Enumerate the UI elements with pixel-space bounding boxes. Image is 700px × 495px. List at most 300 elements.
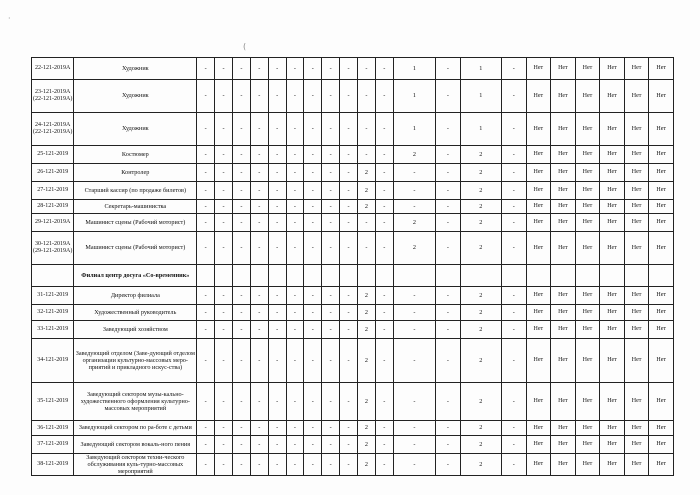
result-cell: Нет <box>600 454 625 476</box>
class-value-cell: 1 <box>460 58 501 80</box>
class-value-cell: - <box>322 454 340 476</box>
table-row <box>32 200 674 214</box>
result-cell: Нет <box>551 305 576 321</box>
result-cell: Нет <box>649 232 674 265</box>
class-value-cell: - <box>250 164 268 182</box>
class-value-cell: - <box>268 58 286 80</box>
result-cell: Нет <box>624 146 649 164</box>
position-name-cell: Старший кассир (по продаже билетов) <box>74 182 197 200</box>
class-value-cell: - <box>436 146 461 164</box>
class-value-cell <box>197 265 215 287</box>
class-value-cell: 2 <box>357 182 375 200</box>
class-value-cell: - <box>215 113 233 146</box>
class-value-cell: - <box>340 164 358 182</box>
class-value-cell: - <box>375 287 393 305</box>
class-value-cell: - <box>215 305 233 321</box>
class-value-cell: - <box>357 80 375 113</box>
result-cell: Нет <box>649 287 674 305</box>
class-value-cell: 2 <box>460 454 501 476</box>
position-name-cell: Заведующий сектором вокаль-ного пения <box>74 436 197 454</box>
class-value-cell: 2 <box>460 214 501 232</box>
class-value-cell: - <box>215 287 233 305</box>
class-value-cell: - <box>250 113 268 146</box>
workplace-code-cell: 25-121-2019 <box>32 146 74 164</box>
result-cell: Нет <box>624 383 649 421</box>
class-value-cell: - <box>436 232 461 265</box>
result-cell: Нет <box>526 80 551 113</box>
class-value-cell: 2 <box>460 200 501 214</box>
position-name-cell: Филиал центр досуга «Со-временник» <box>74 265 197 287</box>
class-value-cell: - <box>197 454 215 476</box>
class-value-cell: - <box>340 214 358 232</box>
class-value-cell: - <box>215 146 233 164</box>
result-cell: Нет <box>551 287 576 305</box>
class-value-cell: - <box>286 305 304 321</box>
class-value-cell: - <box>436 383 461 421</box>
class-value-cell: 2 <box>357 305 375 321</box>
table-row <box>32 454 674 476</box>
class-value-cell: - <box>215 421 233 436</box>
class-value-cell: - <box>501 321 526 339</box>
result-cell: Нет <box>649 436 674 454</box>
class-value-cell: - <box>436 339 461 383</box>
class-value-cell: - <box>322 287 340 305</box>
result-cell: Нет <box>575 214 600 232</box>
class-value-cell: 2 <box>393 146 435 164</box>
result-cell: Нет <box>526 454 551 476</box>
workplace-code-cell: 35-121-2019 <box>32 383 74 421</box>
result-cell: Нет <box>575 383 600 421</box>
table-row <box>32 287 674 305</box>
class-value-cell: - <box>436 214 461 232</box>
result-cell: Нет <box>600 182 625 200</box>
class-value-cell: - <box>197 305 215 321</box>
result-cell: Нет <box>624 436 649 454</box>
class-value-cell: - <box>501 305 526 321</box>
class-value-cell: 2 <box>460 287 501 305</box>
position-name-cell: Заведующий хозяйством <box>74 321 197 339</box>
class-value-cell: - <box>375 305 393 321</box>
class-value-cell: - <box>322 214 340 232</box>
result-cell: Нет <box>624 113 649 146</box>
class-value-cell: - <box>501 232 526 265</box>
table-row <box>32 113 674 146</box>
class-value-cell: - <box>197 80 215 113</box>
class-value-cell: - <box>250 214 268 232</box>
result-cell: Нет <box>575 200 600 214</box>
class-value-cell: 2 <box>460 321 501 339</box>
result-cell: Нет <box>526 287 551 305</box>
class-value-cell: - <box>304 80 322 113</box>
class-value-cell: - <box>375 164 393 182</box>
class-value-cell: - <box>304 164 322 182</box>
class-value-cell: - <box>436 182 461 200</box>
class-value-cell: - <box>232 146 250 164</box>
class-value-cell: - <box>197 339 215 383</box>
class-value-cell <box>357 265 375 287</box>
class-value-cell: - <box>232 383 250 421</box>
class-value-cell: - <box>340 200 358 214</box>
result-cell: Нет <box>575 321 600 339</box>
class-value-cell: 2 <box>460 182 501 200</box>
class-value-cell: - <box>322 383 340 421</box>
class-value-cell: - <box>322 305 340 321</box>
result-cell: Нет <box>600 339 625 383</box>
result-cell: Нет <box>624 232 649 265</box>
workplace-code-cell: 32-121-2019 <box>32 305 74 321</box>
class-value-cell: - <box>340 383 358 421</box>
class-value-cell: - <box>340 182 358 200</box>
class-value-cell: - <box>501 164 526 182</box>
class-value-cell: - <box>375 454 393 476</box>
class-value-cell: - <box>286 80 304 113</box>
class-value-cell: - <box>232 164 250 182</box>
result-cell: Нет <box>551 214 576 232</box>
result-cell: Нет <box>551 146 576 164</box>
class-value-cell: - <box>232 200 250 214</box>
class-value-cell: - <box>268 146 286 164</box>
class-value-cell: - <box>393 339 435 383</box>
table-row <box>32 58 674 80</box>
result-cell: Нет <box>526 232 551 265</box>
class-value-cell: - <box>286 113 304 146</box>
class-value-cell: - <box>393 454 435 476</box>
position-name-cell: Художник <box>74 80 197 113</box>
table-row <box>32 182 674 200</box>
class-value-cell: - <box>304 146 322 164</box>
result-cell: Нет <box>551 113 576 146</box>
class-value-cell: - <box>250 339 268 383</box>
table-row <box>32 164 674 182</box>
class-value-cell: - <box>357 146 375 164</box>
table-row <box>32 383 674 421</box>
result-cell: Нет <box>624 421 649 436</box>
workplace-code-cell: 30-121-2019А (29-121-2019А) <box>32 232 74 265</box>
result-cell: Нет <box>551 383 576 421</box>
class-value-cell: - <box>375 232 393 265</box>
class-value-cell: - <box>501 113 526 146</box>
class-value-cell: - <box>357 232 375 265</box>
result-cell: Нет <box>551 80 576 113</box>
class-value-cell: 2 <box>357 287 375 305</box>
result-cell: Нет <box>600 321 625 339</box>
table-row <box>32 321 674 339</box>
class-value-cell <box>501 265 526 287</box>
position-name-cell: Заведующий сектором музы-кально-художественного оформления культурно-массовых мероприятий <box>74 383 197 421</box>
class-value-cell: - <box>268 214 286 232</box>
class-value-cell: - <box>393 305 435 321</box>
position-name-cell: Художник <box>74 113 197 146</box>
class-value-cell: - <box>501 214 526 232</box>
class-value-cell: - <box>304 421 322 436</box>
result-cell: Нет <box>575 421 600 436</box>
class-value-cell: - <box>304 305 322 321</box>
class-value-cell: - <box>197 214 215 232</box>
result-cell: Нет <box>649 321 674 339</box>
class-value-cell: - <box>232 339 250 383</box>
workplace-code-cell: 37-121-2019 <box>32 436 74 454</box>
result-cell: Нет <box>526 339 551 383</box>
class-value-cell: - <box>357 113 375 146</box>
class-value-cell: - <box>197 436 215 454</box>
class-value-cell: - <box>304 339 322 383</box>
result-cell: Нет <box>551 58 576 80</box>
class-value-cell: - <box>232 58 250 80</box>
result-cell: Нет <box>600 421 625 436</box>
table-row <box>32 339 674 383</box>
class-value-cell: - <box>250 421 268 436</box>
class-value-cell: - <box>197 421 215 436</box>
result-cell: Нет <box>551 421 576 436</box>
class-value-cell: - <box>322 421 340 436</box>
class-value-cell: - <box>340 339 358 383</box>
class-value-cell: - <box>286 321 304 339</box>
class-value-cell: 2 <box>357 164 375 182</box>
class-value-cell: 2 <box>357 339 375 383</box>
workplace-code-cell: 33-121-2019 <box>32 321 74 339</box>
result-cell: Нет <box>575 182 600 200</box>
result-cell: Нет <box>600 146 625 164</box>
class-value-cell <box>215 265 233 287</box>
result-cell: Нет <box>600 214 625 232</box>
result-cell: Нет <box>575 58 600 80</box>
class-value-cell: - <box>286 339 304 383</box>
class-value-cell: - <box>197 200 215 214</box>
class-value-cell: - <box>436 164 461 182</box>
workplace-code-cell: 31-121-2019 <box>32 287 74 305</box>
class-value-cell: - <box>250 287 268 305</box>
class-value-cell: - <box>268 454 286 476</box>
result-cell: Нет <box>624 200 649 214</box>
class-value-cell <box>304 265 322 287</box>
class-value-cell: - <box>501 146 526 164</box>
class-value-cell: - <box>197 182 215 200</box>
result-cell: Нет <box>551 200 576 214</box>
class-value-cell: - <box>393 383 435 421</box>
result-cell <box>526 265 551 287</box>
workplace-code-cell: 36-121-2019 <box>32 421 74 436</box>
class-value-cell: - <box>215 454 233 476</box>
class-value-cell: 2 <box>357 383 375 421</box>
workplace-code-cell: 38-121-2019 <box>32 454 74 476</box>
position-name-cell: Машинист сцены (Рабочий моторист) <box>74 214 197 232</box>
class-value-cell: - <box>268 305 286 321</box>
position-name-cell: Художник <box>74 58 197 80</box>
class-value-cell: - <box>250 200 268 214</box>
class-value-cell: - <box>268 287 286 305</box>
table-row <box>32 214 674 232</box>
class-value-cell: 2 <box>357 200 375 214</box>
class-value-cell: - <box>232 113 250 146</box>
result-cell: Нет <box>600 287 625 305</box>
position-name-cell: Заведующий отделом (Заве-дующий отделом организации культурно-массовых меро-приятий и прикладного искус-ства) <box>74 339 197 383</box>
class-value-cell: - <box>232 321 250 339</box>
class-value-cell: - <box>232 214 250 232</box>
result-cell: Нет <box>526 436 551 454</box>
class-value-cell: - <box>232 287 250 305</box>
class-value-cell: - <box>501 454 526 476</box>
section-header-row <box>32 265 674 287</box>
table-row <box>32 305 674 321</box>
class-value-cell: - <box>286 164 304 182</box>
class-value-cell: 2 <box>460 146 501 164</box>
class-value-cell: - <box>436 436 461 454</box>
workplace-code-cell: 26-121-2019 <box>32 164 74 182</box>
class-value-cell: - <box>250 383 268 421</box>
class-value-cell: - <box>232 305 250 321</box>
class-value-cell: - <box>232 421 250 436</box>
class-value-cell: - <box>268 321 286 339</box>
class-value-cell: - <box>197 164 215 182</box>
class-value-cell: - <box>375 146 393 164</box>
class-value-cell: 1 <box>460 80 501 113</box>
class-value-cell: - <box>501 182 526 200</box>
result-cell: Нет <box>600 383 625 421</box>
class-value-cell: - <box>375 182 393 200</box>
class-value-cell: - <box>436 113 461 146</box>
scan-speck: · <box>8 14 11 23</box>
result-cell: Нет <box>526 200 551 214</box>
class-value-cell <box>250 265 268 287</box>
result-cell: Нет <box>649 58 674 80</box>
result-cell: Нет <box>649 383 674 421</box>
class-value-cell <box>460 265 501 287</box>
class-value-cell: - <box>268 200 286 214</box>
class-value-cell: - <box>304 214 322 232</box>
result-cell: Нет <box>551 436 576 454</box>
class-value-cell: - <box>215 214 233 232</box>
result-cell: Нет <box>526 421 551 436</box>
class-value-cell: - <box>357 58 375 80</box>
class-value-cell <box>286 265 304 287</box>
class-value-cell: - <box>357 214 375 232</box>
class-value-cell: - <box>436 321 461 339</box>
result-cell: Нет <box>551 182 576 200</box>
class-value-cell: - <box>436 58 461 80</box>
class-value-cell: - <box>232 436 250 454</box>
result-cell: Нет <box>624 339 649 383</box>
class-value-cell: 1 <box>460 113 501 146</box>
class-value-cell: - <box>286 287 304 305</box>
table-row <box>32 80 674 113</box>
class-value-cell: - <box>501 58 526 80</box>
class-value-cell: - <box>215 80 233 113</box>
class-value-cell: - <box>501 339 526 383</box>
class-value-cell: - <box>393 321 435 339</box>
class-value-cell: - <box>304 232 322 265</box>
result-cell: Нет <box>624 214 649 232</box>
result-cell <box>600 265 625 287</box>
class-value-cell: - <box>250 182 268 200</box>
class-value-cell <box>232 265 250 287</box>
class-value-cell: - <box>232 80 250 113</box>
position-name-cell: Контролер <box>74 164 197 182</box>
class-value-cell: - <box>375 113 393 146</box>
workplace-code-cell: 34-121-2019 <box>32 339 74 383</box>
class-value-cell: - <box>393 287 435 305</box>
class-value-cell: - <box>340 113 358 146</box>
class-value-cell: - <box>393 164 435 182</box>
class-value-cell: 2 <box>393 214 435 232</box>
class-value-cell: - <box>393 200 435 214</box>
table-row <box>32 436 674 454</box>
position-name-cell: Художественный руководитель <box>74 305 197 321</box>
workplace-code-cell: 23-121-2019А (22-121-2019А) <box>32 80 74 113</box>
class-value-cell: - <box>393 182 435 200</box>
class-value-cell: - <box>322 164 340 182</box>
table-row <box>32 421 674 436</box>
result-cell: Нет <box>526 321 551 339</box>
class-value-cell: - <box>268 164 286 182</box>
class-value-cell: - <box>375 200 393 214</box>
class-value-cell: - <box>501 80 526 113</box>
class-value-cell: 2 <box>460 232 501 265</box>
result-cell: Нет <box>624 164 649 182</box>
result-cell: Нет <box>600 232 625 265</box>
result-cell: Нет <box>649 80 674 113</box>
position-name-cell: Заведующий сектором техни-ческого обслуживания куль-турно-массовых мероприятий <box>74 454 197 476</box>
result-cell: Нет <box>526 146 551 164</box>
class-value-cell: - <box>436 305 461 321</box>
class-value-cell: - <box>340 421 358 436</box>
result-cell: Нет <box>649 200 674 214</box>
result-cell: Нет <box>575 454 600 476</box>
result-cell: Нет <box>624 305 649 321</box>
class-value-cell: - <box>286 214 304 232</box>
workplace-code-cell: 24-121-2019А (22-121-2019А) <box>32 113 74 146</box>
class-value-cell: - <box>322 58 340 80</box>
class-value-cell: - <box>322 182 340 200</box>
class-value-cell: - <box>340 321 358 339</box>
result-cell <box>551 265 576 287</box>
position-name-cell: Костюмер <box>74 146 197 164</box>
workplace-code-cell <box>32 265 74 287</box>
result-cell: Нет <box>649 164 674 182</box>
result-cell: Нет <box>624 321 649 339</box>
class-value-cell: - <box>215 321 233 339</box>
class-value-cell: - <box>215 339 233 383</box>
result-cell: Нет <box>551 321 576 339</box>
class-value-cell: - <box>286 146 304 164</box>
class-value-cell: - <box>436 287 461 305</box>
class-value-cell: - <box>304 58 322 80</box>
result-cell: Нет <box>526 383 551 421</box>
class-value-cell: - <box>268 232 286 265</box>
result-cell <box>649 265 674 287</box>
class-value-cell: - <box>197 146 215 164</box>
class-value-cell: - <box>375 80 393 113</box>
result-cell: Нет <box>624 182 649 200</box>
result-cell: Нет <box>575 80 600 113</box>
class-value-cell: - <box>501 421 526 436</box>
class-value-cell: - <box>304 321 322 339</box>
result-cell: Нет <box>600 113 625 146</box>
class-value-cell: - <box>340 454 358 476</box>
result-cell: Нет <box>575 436 600 454</box>
result-cell: Нет <box>526 305 551 321</box>
class-value-cell: - <box>268 421 286 436</box>
class-value-cell: - <box>322 146 340 164</box>
class-value-cell: - <box>375 214 393 232</box>
class-value-cell: 2 <box>357 321 375 339</box>
result-cell: Нет <box>600 58 625 80</box>
class-value-cell: - <box>286 200 304 214</box>
class-value-cell <box>322 265 340 287</box>
class-value-cell <box>393 265 435 287</box>
result-cell: Нет <box>526 113 551 146</box>
class-value-cell: - <box>250 232 268 265</box>
result-cell: Нет <box>575 232 600 265</box>
